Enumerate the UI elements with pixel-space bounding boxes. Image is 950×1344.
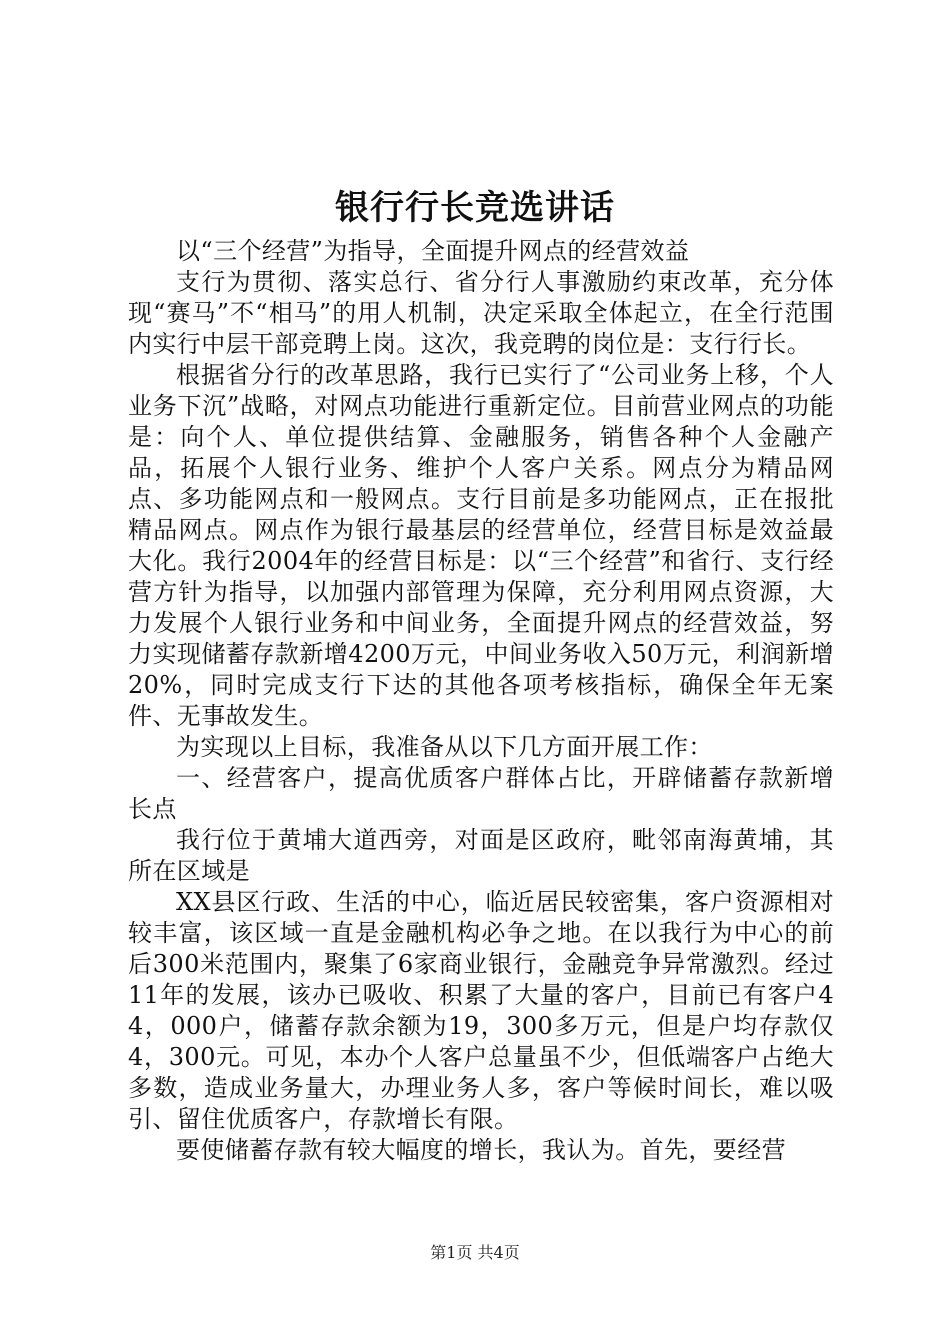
paragraph-intro: 支行为贯彻、落实总行、省分行人事激励约束改革，充分体现“赛马”不“相马”的用人机制，决定采取全体起立，在全行范围内实行中层干部竞聘上岗。这次，我竞聘的岗位是：支行行长。 <box>128 268 834 358</box>
paragraph-subtitle: 以“三个经营”为指导，全面提升网点的经营效益 <box>176 237 690 265</box>
paragraph-reform: 根据省分行的改革思路，我行已实行了“公司业务上移，个人业务下沉”战略，对网点功能进行重新定位。目前营业网点的功能是：向个人、单位提供结算、金融服务，销售各种个人金融产品，拓展个人银行业务、维护个人客户关系。网点分为精品网点、多功能网点和一般网点。支行目前是多功能网点，正在报批精品网点。网点作为银行最基层的经营单位，经营目标是效益最大化。我行2004年的经营目标是：以“三个经营”和省行、支行经营方针为指导，以加强内部管理为保障，充分利用网点资源，大力发展个人银行业务和中间业务，全面提升网点的经营效益，努力实现储蓄存款新增4200万元，中间业务收入50万元，利润新增20%，同时完成支行下达的其他各项考核指标，确保全年无案件、无事故发生。 <box>128 361 834 730</box>
paragraph-district: XX县区行政、生活的中心，临近居民较密集，客户资源相对较丰富，该区域一直是金融机构必争之地。在以我行为中心的前后300米范围内，聚集了6家商业银行，金融竞争异常激烈。经过11年的发展，该办已吸收、积累了大量的客户，目前已有客户44，000户，储蓄存款余额为19，300多万元，但是户均存款仅4，300元。可见，本办个人客户总量虽不少，但低端客户占绝大多数，造成业务量大，办理业务人多，客户等候时间长，难以吸引、留住优质客户，存款增长有限。 <box>128 888 834 1133</box>
page-footer: 第1页 共4页 <box>430 1243 520 1262</box>
document-title: 银行行长竞选讲话 <box>335 188 615 228</box>
paragraph-section-heading: 一、经营客户，提高优质客户群体占比，开辟储蓄存款新增长点 <box>128 764 834 823</box>
document-body <box>128 236 834 1166</box>
paragraph-deposit: 要使储蓄存款有较大幅度的增长，我认为。首先，要经营 <box>176 1136 786 1164</box>
paragraph-location: 我行位于黄埔大道西旁，对面是区政府，毗邻南海黄埔，其所在区域是 <box>128 826 834 885</box>
paragraph-plan: 为实现以上目标，我准备从以下几方面开展工作： <box>176 733 713 761</box>
